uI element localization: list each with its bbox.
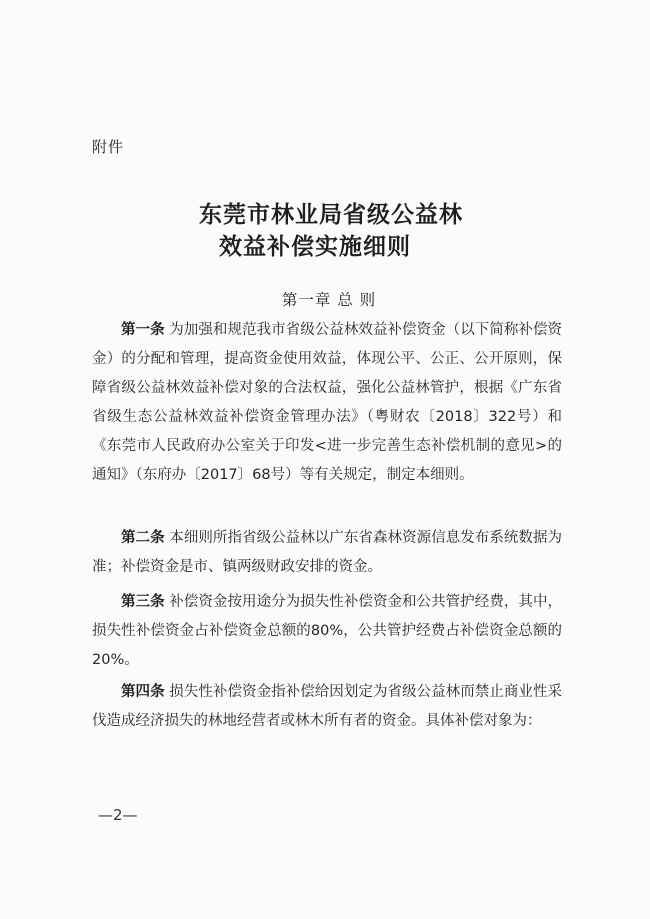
article-3-text: 补偿资金按用途分为损失性补偿资金和公共管护经费，其中，损失性补偿资金占补偿资金总额的80%，公共管护经费占补偿资金总额的20%。 xyxy=(92,594,562,668)
chapter-heading: 第一章 总 则 xyxy=(281,291,377,309)
article-4-label: 第四条 xyxy=(121,684,165,700)
article-1 xyxy=(92,316,562,490)
attachment-label: 附件 xyxy=(92,138,125,156)
document-title-line-1: 东莞市林业局省级公益林 xyxy=(199,201,463,228)
article-1-label: 第一条 xyxy=(121,322,165,338)
document-title-line-2: 效益补偿实施细则 xyxy=(219,233,411,260)
article-4-text: 损失性补偿资金指补偿给因划定为省级公益林而禁止商业性采伐造成经济损失的林地经营者或林木所有者的资金。具体补偿对象为： xyxy=(92,684,562,729)
page-number: —2— xyxy=(98,806,138,824)
article-2-text: 本细则所指省级公益林以广东省森林资源信息发布系统数据为准；补偿资金是市、镇两级财政安排的资金。 xyxy=(92,530,562,575)
article-2 xyxy=(92,524,562,582)
article-3-label: 第三条 xyxy=(121,594,165,610)
article-2-label: 第二条 xyxy=(121,530,165,546)
article-4 xyxy=(92,678,562,736)
article-1-text: 为加强和规范我市省级公益林效益补偿资金（以下简称补偿资金）的分配和管理，提高资金使用效益，体现公平、公正、公开原则，保障省级公益林效益补偿对象的合法权益，强化公益林管护，根据《广东省省级生态公益林效益补偿资金管理办法》（粤财农〔2018〕322号）和《东莞市人民政府办公室关于印发<进一步完善生态补偿机制的意见>的通知》（东府办〔2017〕68号）等有关规定，制定本细则。 xyxy=(92,322,562,483)
article-3 xyxy=(92,588,562,675)
